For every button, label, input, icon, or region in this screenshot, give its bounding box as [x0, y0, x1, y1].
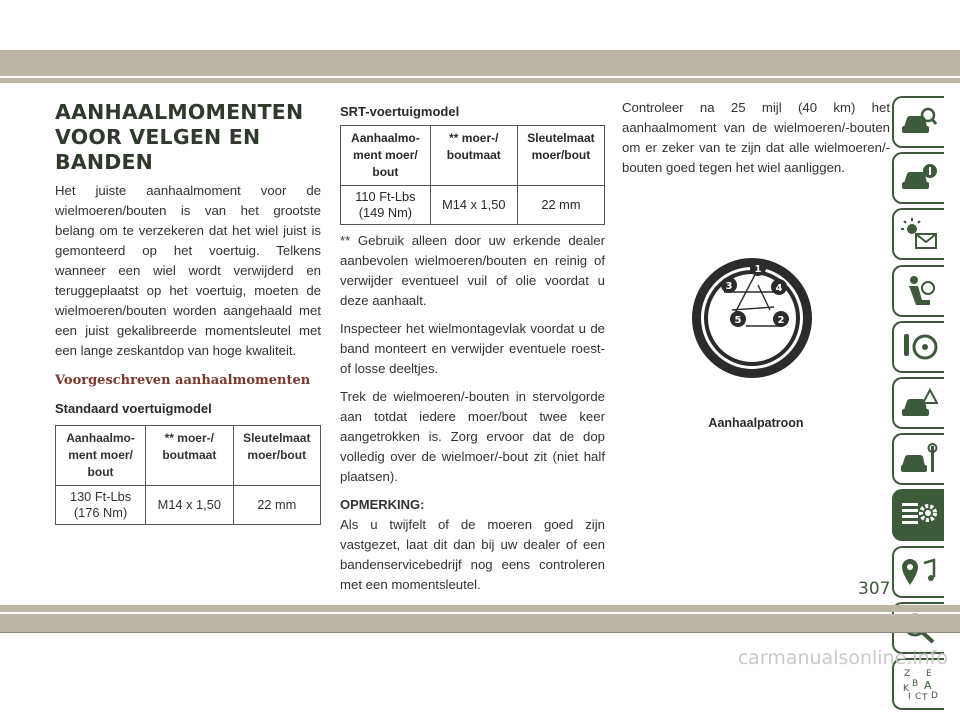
- light-message-icon: [900, 217, 938, 251]
- lug-label-3: 3: [725, 281, 733, 292]
- cell-torque: 110 Ft-Lbs (149 Nm): [341, 186, 431, 225]
- title-line-1: AANHAALMOMENTEN: [55, 100, 304, 124]
- svg-text:Z: Z: [904, 668, 911, 679]
- title-line-2: VOOR VELGEN EN BANDEN: [55, 125, 261, 174]
- bottom-band: [0, 614, 960, 632]
- column-left: [55, 100, 321, 525]
- bottom-rule: [0, 632, 960, 633]
- tab-safety[interactable]: [892, 208, 944, 260]
- standard-label: Standaard voertuigmodel: [55, 401, 212, 416]
- car-info-icon: [900, 161, 938, 195]
- page-number: 307: [858, 579, 891, 599]
- car-hazard-icon: [900, 386, 938, 420]
- col-header-socket: Sleutelmaat moer/bout: [233, 426, 320, 486]
- tightening-pattern-figure: [690, 256, 814, 380]
- watermark[interactable]: carmanualsonline.info: [737, 647, 948, 669]
- standard-torque-table: [55, 425, 321, 525]
- top-band-thin: [0, 78, 960, 83]
- index-letters-icon: [900, 667, 938, 701]
- svg-text:I: I: [908, 691, 911, 701]
- car-search-icon: [900, 105, 938, 139]
- subheading: Voorgeschreven aanhaalmomenten: [55, 373, 311, 388]
- tab-warning-lights[interactable]: [892, 152, 944, 204]
- lug-label-2: 2: [777, 315, 785, 326]
- car-wrench-icon: [900, 442, 938, 476]
- svg-text:C: C: [915, 691, 922, 701]
- cell-size: M14 x 1,50: [430, 186, 517, 225]
- cell-socket: 22 mm: [233, 486, 320, 525]
- intro-paragraph: Het juiste aanhaalmoment voor de wielmoeren/bouten is van het grootste belang om te verzekeren dat het wiel juist is gemonteerd op het voertuig. Telkens wanneer een wiel wordt verwijderd en teruggeplaatst op het voertuig, moeten de wielmoeren/bouten worden aangehaald met een juist gekalibreerde momentsleutel met een lange zeskantdop van hoge kwaliteit.: [55, 183, 321, 358]
- col-header-socket: Sleutelmaat moer/bout: [517, 126, 604, 186]
- table-row: [56, 486, 321, 525]
- figure-caption: Aanhaalpatroon: [708, 416, 804, 430]
- tab-starting-driving[interactable]: [892, 321, 944, 373]
- svg-text:K: K: [903, 683, 909, 694]
- col-header-size: ** moer-/ boutmaat: [430, 126, 517, 186]
- page-title: [55, 100, 321, 175]
- map-music-icon: [900, 555, 938, 589]
- col-header-torque: Aanhaalmo-ment moer/ bout: [341, 126, 431, 186]
- col-header-torque: Aanhaalmo-ment moer/ bout: [56, 426, 146, 486]
- column-right: [622, 98, 890, 186]
- cell-torque: 130 Ft-Lbs (176 Nm): [56, 486, 146, 525]
- tab-airbag[interactable]: [892, 265, 944, 317]
- column-middle: [340, 104, 605, 603]
- srt-torque-table: [340, 125, 605, 225]
- svg-text:T: T: [922, 692, 928, 701]
- seat-airbag-icon: [900, 274, 938, 308]
- tab-getting-to-know[interactable]: [892, 96, 944, 148]
- svg-text:A: A: [924, 678, 932, 692]
- tab-multimedia[interactable]: [892, 546, 944, 598]
- lug-label-4: 4: [775, 283, 783, 294]
- specs-gear-icon: [900, 498, 938, 532]
- tab-technical-specifications[interactable]: [892, 489, 944, 541]
- svg-text:E: E: [926, 668, 932, 679]
- srt-label: SRT-voertuigmodel: [340, 104, 460, 119]
- table-row: [341, 186, 605, 225]
- inspect-paragraph: Inspecteer het wielmontagevlak voordat u de band monteert en verwijder eventuele roest- of losse deeltjes.: [340, 321, 605, 376]
- cell-socket: 22 mm: [517, 186, 604, 225]
- cell-size: M14 x 1,50: [146, 486, 233, 525]
- tab-emergency[interactable]: [892, 377, 944, 429]
- col-header-size: ** moer-/ boutmaat: [146, 426, 233, 486]
- tab-servicing[interactable]: [892, 433, 944, 485]
- bottom-band-thin: [0, 605, 960, 612]
- note-text: Als u twijfelt of de moeren goed zijn vastgezet, laat dit dan bij uw dealer of een bandenservicebedrijf nog eens controleren met een momentsleutel.: [340, 517, 605, 592]
- key-steering-icon: [900, 330, 938, 364]
- check-paragraph: Controleer na 25 mijl (40 km) het aanhaalmoment van de wielmoeren/-bouten om er zeker van te zijn dat alle wielmoeren/-bouten goed tegen het wiel aanliggen.: [622, 100, 890, 175]
- svg-text:B: B: [912, 678, 919, 689]
- svg-text:D: D: [931, 690, 938, 701]
- lug-label-1: 1: [754, 264, 762, 275]
- tighten-paragraph: Trek de wielmoeren/-bouten in stervolgorde aan totdat iedere moer/bout twee keer aangetrokken is. Zorg ervoor dat de dop volledig over de wielmoer/-bout zit (niet half plaatsen).: [340, 389, 605, 484]
- top-band: [0, 50, 960, 76]
- dealer-paragraph: ** Gebruik alleen door uw erkende dealer aanbevolen wielmoeren/bouten en reinig of verwijder eventueel vuil of olie voordat u deze aanhaalt.: [340, 233, 605, 308]
- lug-label-5: 5: [734, 315, 742, 326]
- note-heading: OPMERKING:: [340, 497, 425, 512]
